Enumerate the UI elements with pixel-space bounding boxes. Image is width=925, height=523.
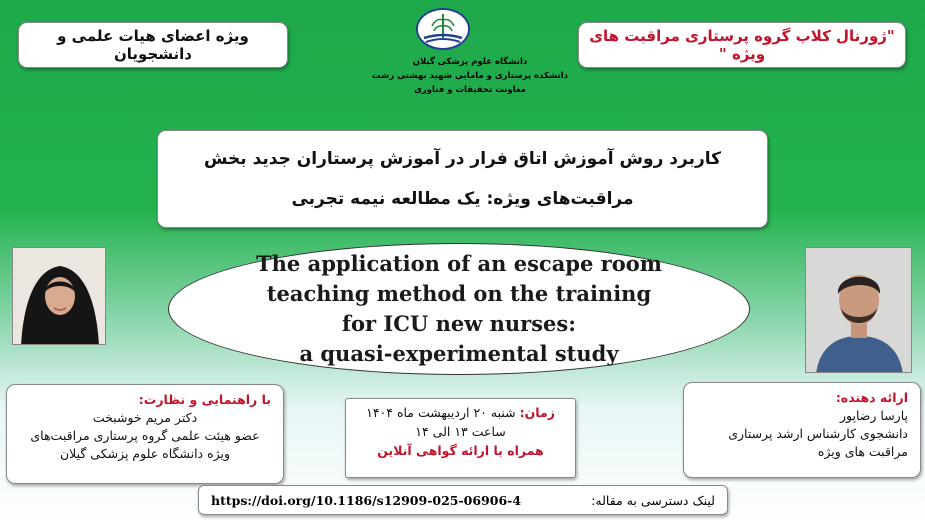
university-logo [416, 8, 470, 50]
supervisor-role-line1: عضو هیئت علمی گروه پرستاری مراقبت‌های [30, 428, 260, 443]
schedule-hours: ساعت ۱۳ الی ۱۴ [415, 424, 506, 439]
certificate-note: همراه با ارائه گواهی آنلاین [377, 443, 544, 458]
supervisor-label: با راهنمایی و نظارت: [138, 392, 271, 407]
persian-title-line1: کاربرد روش آموزش اتاق فرار در آموزش پرستاران جدید بخش [204, 149, 722, 169]
presenter-name: پارسا رضاپور [839, 408, 908, 423]
persian-title [157, 130, 768, 228]
supervisor-role-line2: ویژه دانشگاه علوم پزشکی گیلان [59, 446, 231, 461]
article-link-label: لینک دسترسی به مقاله: [591, 492, 715, 508]
persian-title-line2: مراقبت‌های ویژه: یک مطالعه نیمه تجربی [291, 189, 634, 209]
audience-tag [18, 22, 288, 68]
supervisor-photo [12, 247, 106, 345]
presenter-role-line2: مراقبت های ویژه [817, 444, 908, 459]
supervisor-box [6, 384, 284, 484]
audience-text: ویژه اعضای هیات علمی و دانشجویان [57, 27, 249, 63]
supervisor-portrait-icon [13, 248, 106, 345]
presenter-portrait-icon [806, 248, 912, 373]
schedule-date-row [354, 403, 567, 422]
article-link-box [198, 485, 728, 515]
english-title-line: for ICU new nurses: [342, 311, 576, 336]
english-title-line: a quasi-experimental study [299, 341, 619, 366]
university-line: دانشگاه علوم پزشکی گیلان [412, 57, 528, 67]
schedule-date: شنبه ۲۰ اردیبهشت ماه ۱۴۰۴ [366, 405, 516, 420]
presenter-role-line1: دانشجوی کارشناس ارشد پرستاری [728, 426, 908, 441]
english-title-line: The application of an escape room [256, 251, 662, 276]
journal-club-tag [578, 22, 906, 68]
faculty-line: دانشکده پرستاری و مامایی شهید بهشتی رشت [371, 71, 569, 81]
journal-club-text: "ژورنال کلاب گروه پرستاری مراقبت های ویژه " [589, 27, 895, 63]
presenter-photo [805, 247, 912, 373]
university-name-block [360, 55, 580, 97]
presenter-label: ارائه دهنده: [835, 390, 908, 405]
english-title-line: teaching method on the training [266, 281, 652, 306]
schedule-label: زمان: [519, 405, 555, 420]
logo-emblem-icon [418, 10, 468, 48]
supervisor-name: دکتر مریم خوشبخت [92, 410, 198, 425]
schedule-box [345, 398, 576, 478]
presenter-box [683, 382, 921, 478]
doi-link[interactable]: https://doi.org/10.1186/s12909-025-06906-4 [211, 492, 522, 508]
vice-chancellor-line: معاونت تحقیقات و فناوری [414, 85, 526, 95]
english-title [168, 243, 750, 375]
